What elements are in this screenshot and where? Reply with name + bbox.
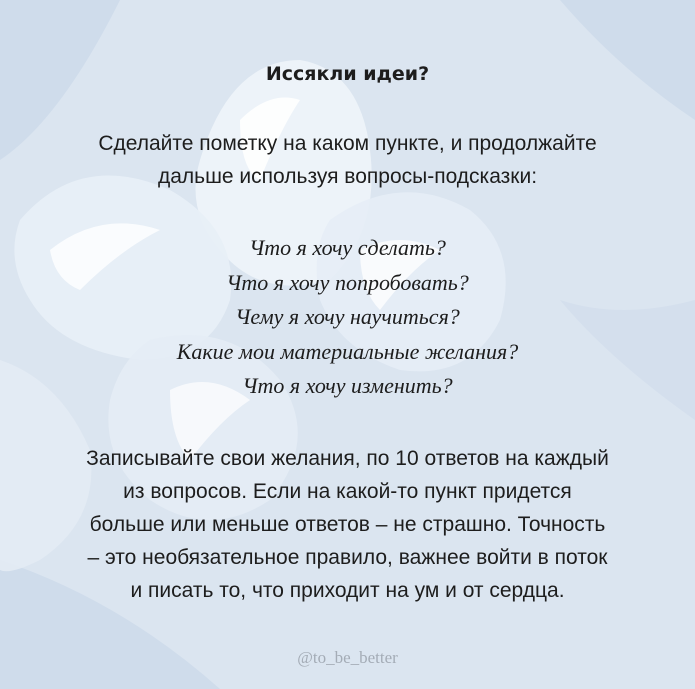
question-item: Чему я хочу научиться?	[235, 304, 460, 329]
instructions-line: больше или меньше ответов – не страшно. Точность	[89, 513, 606, 536]
instructions-line: и писать то, что приходит на ум и от сердца.	[130, 579, 565, 602]
page-title: Иссякли идеи?	[265, 63, 430, 85]
intro-paragraph	[20, 127, 675, 193]
instructions-paragraph	[20, 442, 675, 607]
question-item: Что я хочу сделать?	[249, 235, 446, 260]
question-item: Какие мои материальные желания?	[176, 338, 519, 364]
intro-line: дальше используя вопросы-подсказки:	[157, 165, 538, 188]
instructions-line: – это необязательное правило, важнее войти в поток	[87, 546, 608, 569]
question-item: Что я хочу попробовать?	[226, 269, 469, 295]
intro-line: Сделайте пометку на каком пункте, и продолжайте	[98, 132, 597, 155]
instructions-line: из вопросов. Если на какой-то пункт придется	[123, 480, 572, 503]
author-handle: @to_be_better	[297, 648, 398, 667]
instructions-line: Записывайте свои желания, по 10 ответов на каждый	[86, 447, 609, 470]
question-item: Что я хочу изменить?	[242, 373, 453, 398]
question-list	[0, 231, 695, 404]
